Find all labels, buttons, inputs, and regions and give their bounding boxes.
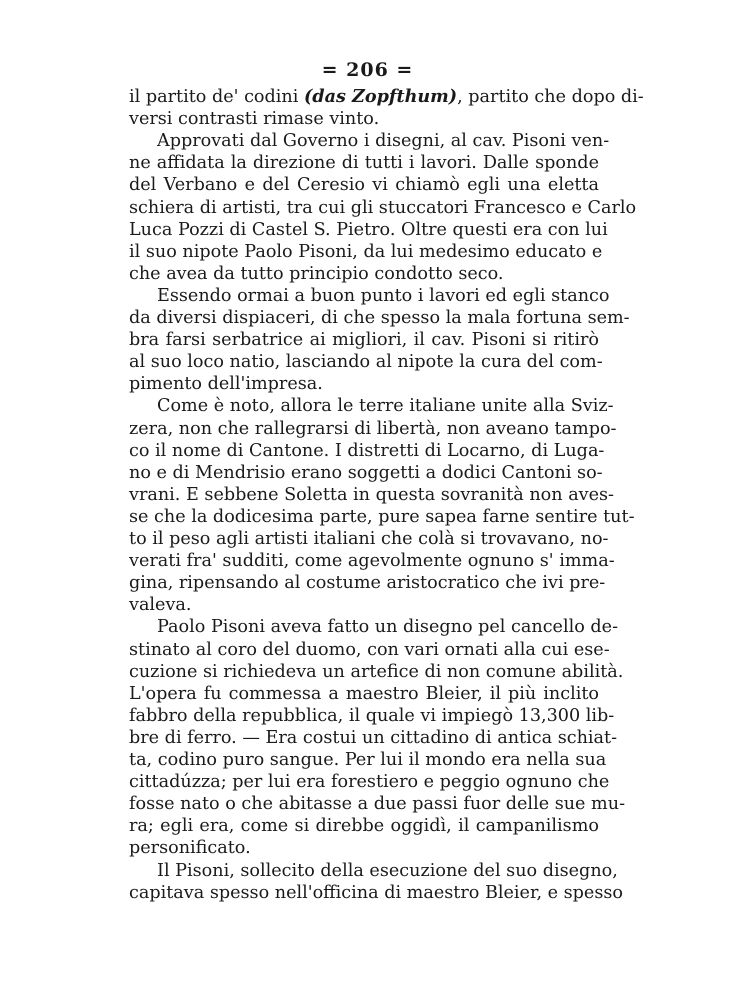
- text-line: che avea da tutto principio condotto seco.: [129, 263, 504, 284]
- text-line: ta, codino puro sangue. Per lui il mondo era nella sua: [129, 750, 607, 770]
- page-number: = 206 =: [321, 59, 414, 81]
- text-line: vrani. E sebbene Soletta in questa sovranità non aves-: [129, 484, 615, 505]
- text-line: al suo loco natio, lasciando al nipote la cura del com-: [129, 352, 603, 373]
- text-line: Approvati dal Governo i disegni, al cav. Pisoni ven-: [157, 131, 610, 152]
- text-line: fabbro della repubblica, il quale vi impiegò 13,300 lib-: [129, 705, 615, 726]
- text-line: da diversi dispiaceri, di che spesso la mala fortuna sem-: [129, 308, 630, 328]
- text-line: del Verbano e del Ceresio vi chiamò egli una eletta: [129, 175, 599, 196]
- text-line: Essendo ormai a buon punto i lavori ed egli stanco: [157, 285, 610, 306]
- text-line: zera, non che rallegrarsi di libertà, non aveano tampo-: [129, 418, 617, 439]
- text-line: to il peso agli artisti italiani che colà si trovavano, no-: [129, 529, 609, 549]
- text-line: cuzione si richiedeva un artefice di non comune abilità.: [129, 661, 624, 682]
- text-line: stinato al coro del duomo, con vari ornati alla cui ese-: [129, 639, 610, 660]
- text-line: schiera di artisti, tra cui gli stuccatori Francesco e Carlo: [129, 197, 637, 218]
- text-line: cittadúzza; per lui era forestiero e peggio ognuno che: [129, 772, 610, 793]
- text-line: ne affidata la direzione di tutti i lavori. Dalle sponde: [129, 153, 599, 174]
- text-line: verati fra' sudditi, come agevolmente ognuno s' imma-: [129, 551, 615, 572]
- text-line: no e di Mendrisio erano soggetti a dodici Cantoni so-: [129, 462, 603, 483]
- text-line: ra; egli era, come si direbbe oggidì, il campanilismo: [129, 816, 599, 837]
- italic-phrase: (das Zopfthum): [303, 86, 458, 107]
- text-line: [129, 86, 644, 108]
- text-line: il suo nipote Paolo Pisoni, da lui medesimo educato e: [129, 241, 603, 262]
- text-line: valeva.: [129, 595, 192, 616]
- text-line: bre di ferro. — Era costui un cittadino di antica schiat-: [129, 727, 618, 748]
- text-line: Il Pisoni, sollecito della esecuzione del suo disegno,: [157, 860, 618, 881]
- text-line: se che la dodicesima parte, pure sapea farne sentire tut-: [129, 506, 635, 527]
- text-line: Luca Pozzi di Castel S. Pietro. Oltre questi era con lui: [129, 219, 608, 240]
- text-line: bra farsi serbatrice ai migliori, il cav. Pisoni si ritirò: [129, 330, 599, 351]
- text-line: L'opera fu commessa a maestro Bleier, il più inclito: [129, 683, 599, 704]
- text-line: Come è noto, allora le terre italiane unite alla Sviz-: [157, 396, 614, 417]
- text-line: co il nome di Cantone. I distretti di Locarno, di Luga-: [129, 440, 605, 461]
- text-line: capitava spesso nell'officina di maestro Bleier, e spesso: [129, 882, 623, 903]
- text-line: personificato.: [129, 838, 251, 859]
- text-line: versi contrasti rimase vinto.: [129, 109, 380, 130]
- text-line: fosse nato o che abitasse a due passi fuor delle sue mu-: [129, 794, 626, 815]
- text-segment: , partito che dopo di-: [457, 87, 644, 107]
- text-line: pimento dell'impresa.: [129, 374, 323, 395]
- text-segment: il partito de' codini: [129, 87, 304, 107]
- text-line: gina, ripensando al costume aristocratico che ivi pre-: [129, 573, 606, 594]
- text-line: Paolo Pisoni aveva fatto un disegno pel cancello de-: [157, 617, 619, 638]
